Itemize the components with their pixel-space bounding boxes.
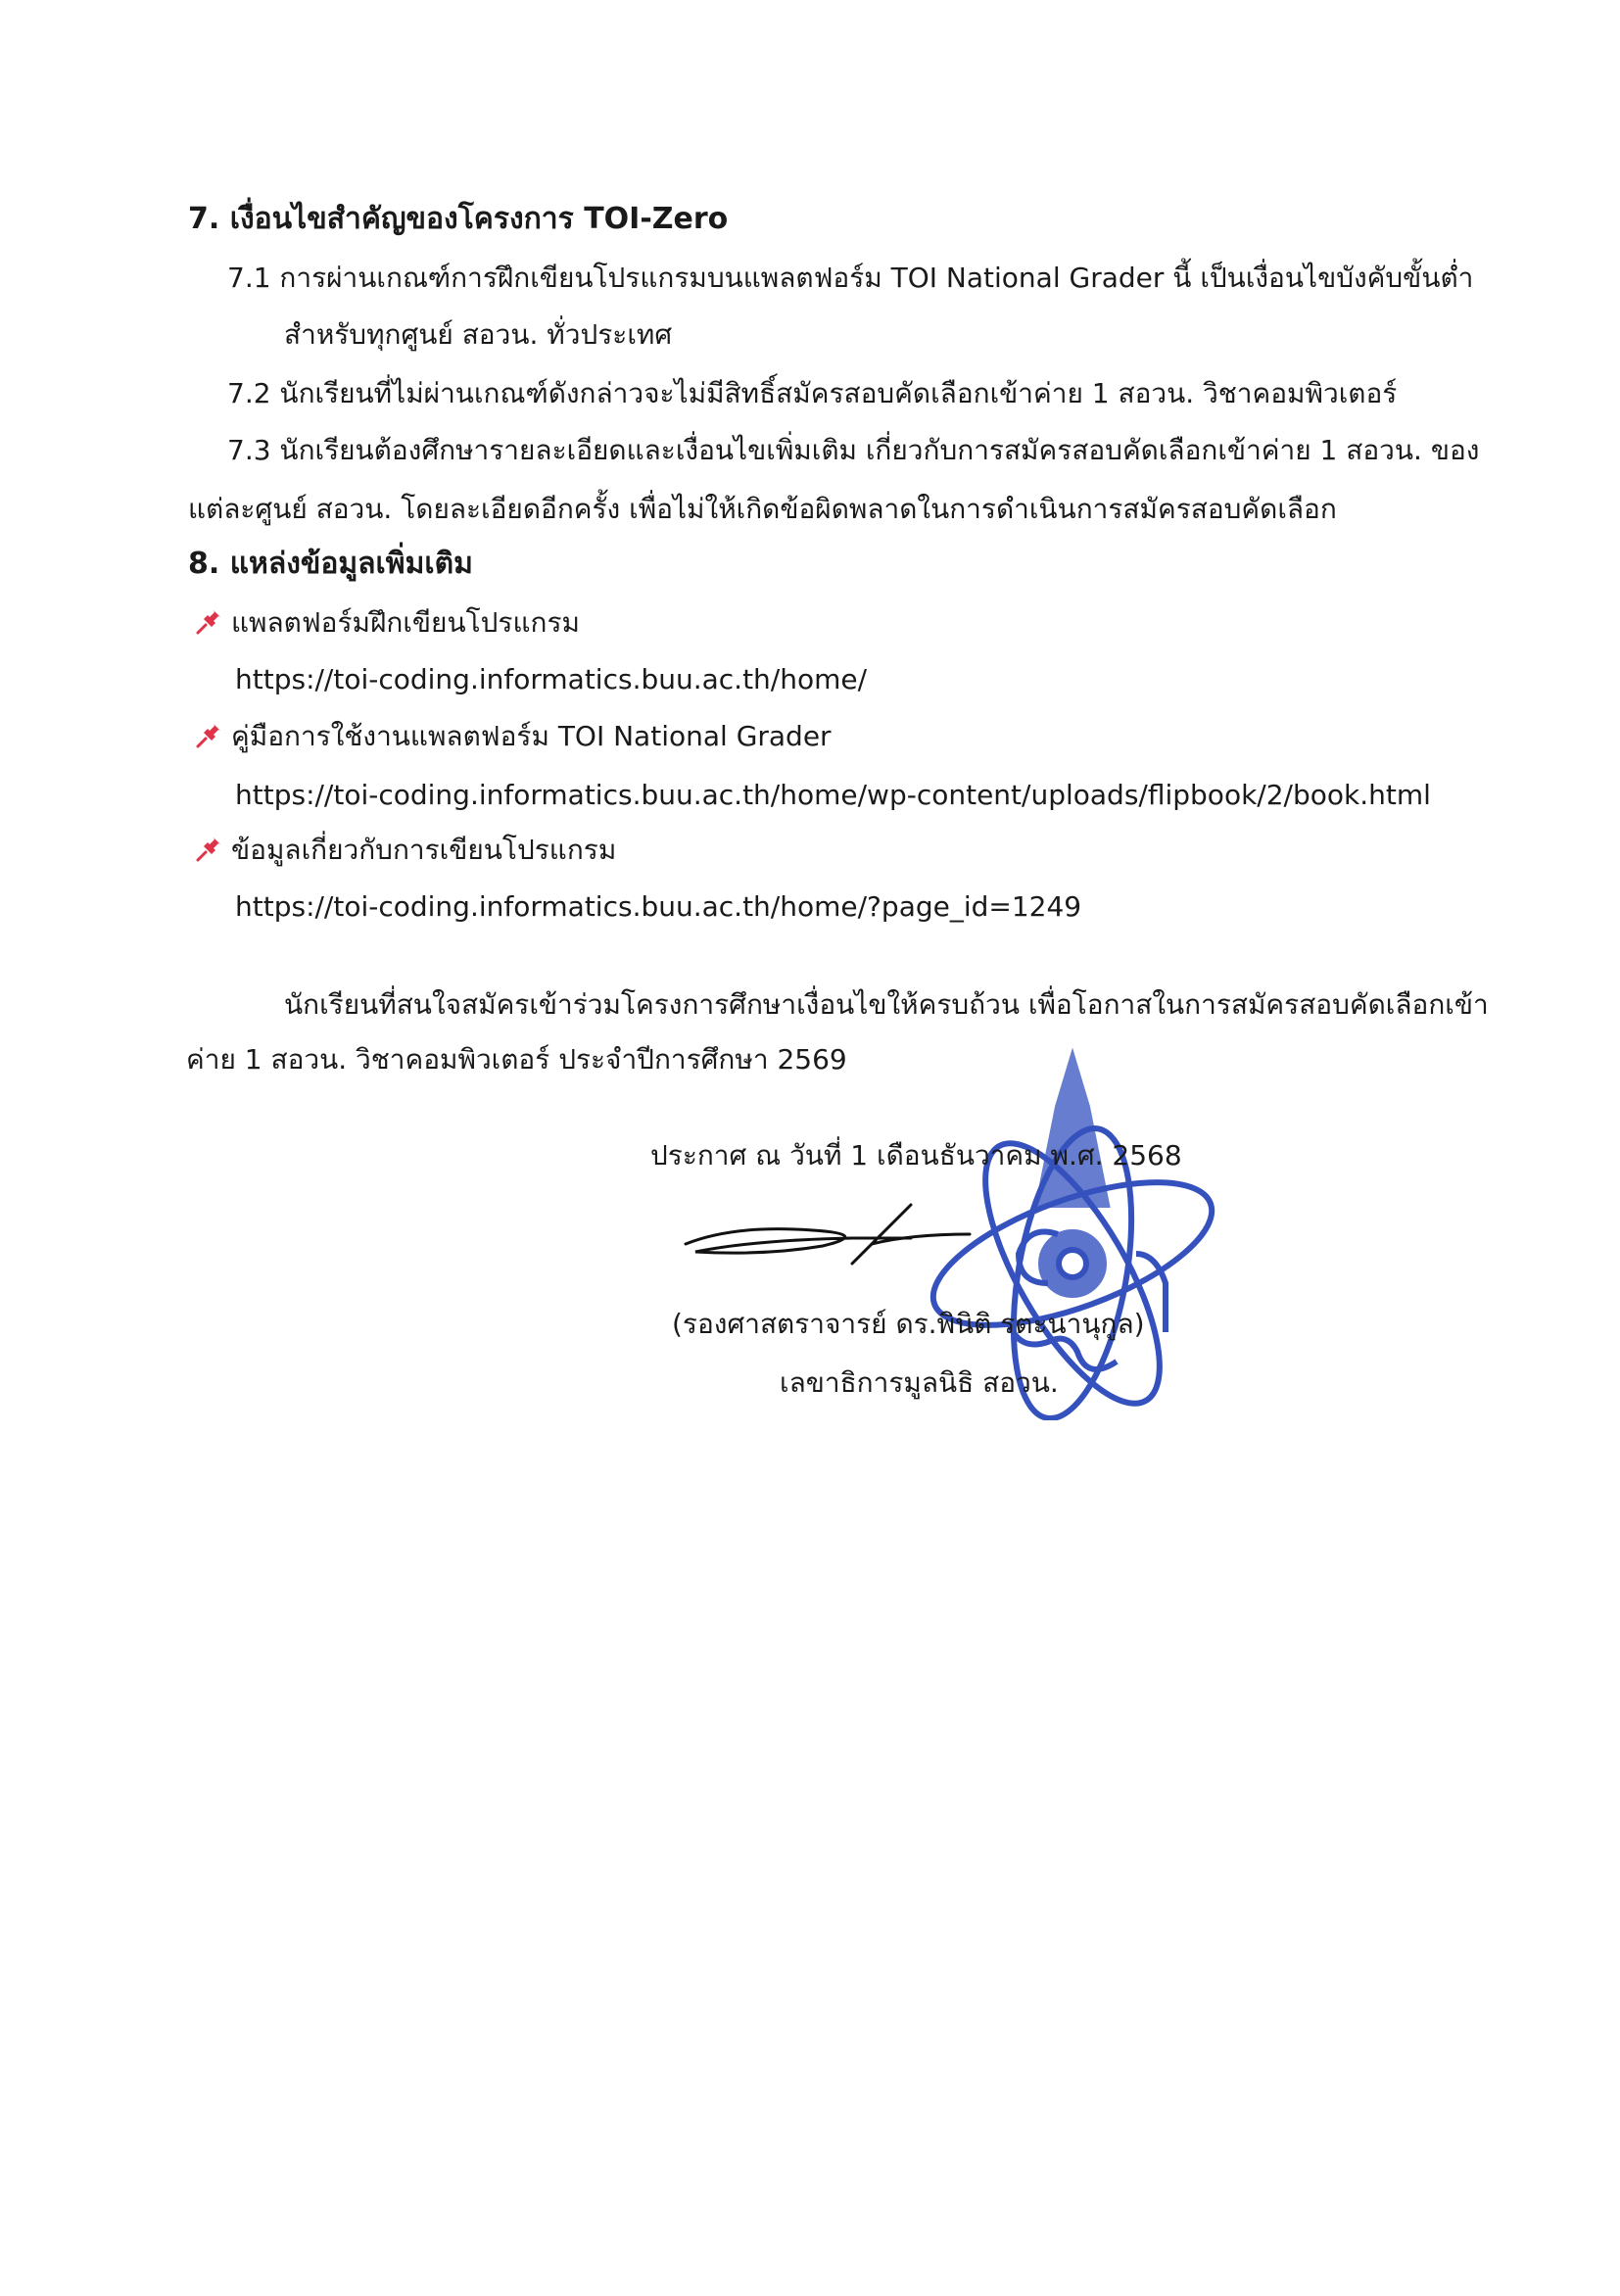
closing-line-2: ค่าย 1 สอวน. วิชาคอมพิวเตอร์ ประจำปีการศึกษา 2569	[186, 1043, 847, 1076]
signer-name: (รองศาสตราจารย์ ดร.พินิติ รตะนานุกูล)	[672, 1308, 1145, 1340]
closing-line-1: นักเรียนที่สนใจสมัครเข้าร่วมโครงการศึกษาเงื่อนไขให้ครบถ้วน เพื่อโอกาสในการสมัครสอบคัดเลือกเข้า	[284, 988, 1489, 1021]
link-url-programming-info[interactable]: https://toi-coding.informatics.buu.ac.th/home/?page_id=1249	[235, 890, 1082, 923]
section-7-item-3-line-1: 7.3 นักเรียนต้องศึกษารายละเอียดและเงื่อนไขเพิ่มเติม เกี่ยวกับการสมัครสอบคัดเลือกเข้าค่าย 1 สอวน. ของ	[227, 434, 1480, 466]
link-title-platform: แพลตฟอร์มฝึกเขียนโปรแกรม	[231, 606, 580, 639]
pushpin-icon	[194, 835, 223, 864]
link-title-manual: คู่มือการใช้งานแพลตฟอร์ม TOI National Grader	[231, 720, 832, 752]
announcement-date: ประกาศ ณ วันที่ 1 เดือนธันวาคม พ.ศ. 2568	[650, 1139, 1182, 1172]
section-7-item-3-line-2: แต่ละศูนย์ สอวน. โดยละเอียดอีกครั้ง เพื่อไม่ให้เกิดข้อผิดพลาดในการดำเนินการสมัครสอบคัดเลือก	[188, 493, 1337, 525]
link-title-programming-info: ข้อมูลเกี่ยวกับการเขียนโปรแกรม	[231, 834, 617, 866]
pushpin-icon	[194, 607, 223, 637]
section-7-item-2: 7.2 นักเรียนที่ไม่ผ่านเกณฑ์ดังกล่าวจะไม่มีสิทธิ์สมัครสอบคัดเลือกเข้าค่าย 1 สอวน. วิชาคอมพิวเตอร์	[227, 377, 1398, 409]
link-url-manual[interactable]: https://toi-coding.informatics.buu.ac.th/home/wp-content/uploads/flipbook/2/book.html	[235, 779, 1431, 811]
section-8-heading: 8. แหล่งข้อมูลเพิ่มเติม	[188, 547, 473, 581]
signer-position: เลขาธิการมูลนิธิ สอวน.	[780, 1366, 1059, 1399]
link-url-platform[interactable]: https://toi-coding.informatics.buu.ac.th/home/	[235, 663, 868, 695]
section-7-item-1-line-2: สำหรับทุกศูนย์ สอวน. ทั่วประเทศ	[284, 318, 673, 351]
pushpin-icon	[194, 721, 223, 750]
section-7-heading: 7. เงื่อนไขสำคัญของโครงการ TOI-Zero	[188, 202, 729, 236]
handwritten-signature	[676, 1195, 989, 1273]
section-7-item-1-line-1: 7.1 การผ่านเกณฑ์การฝึกเขียนโปรแกรมบนแพลตฟอร์ม TOI National Grader นี้ เป็นเงื่อนไขบังคับขั้นต่ำ	[227, 262, 1474, 294]
